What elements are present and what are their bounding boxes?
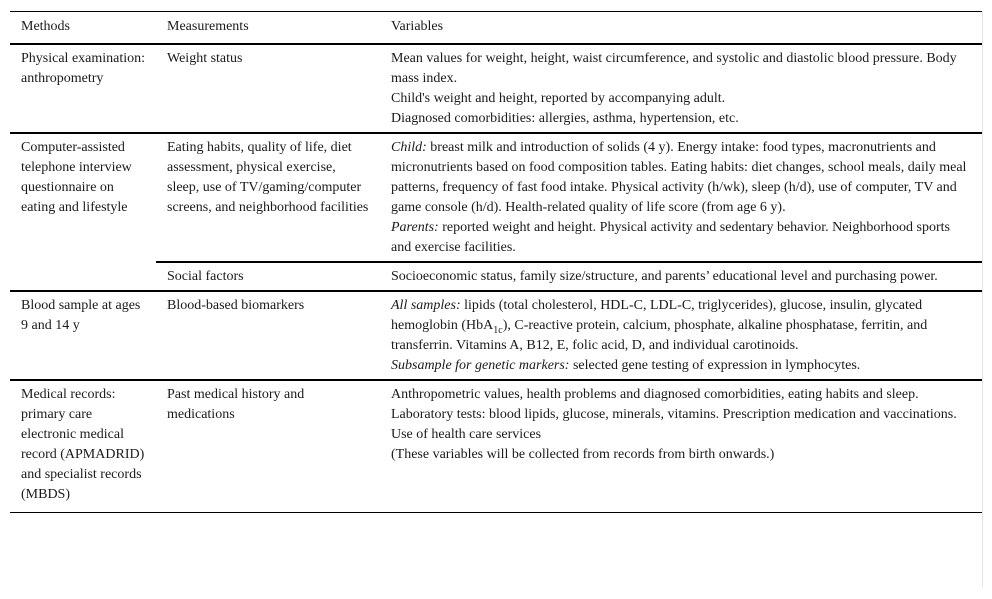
subsample-text: selected gene testing of expression in lymphocytes. [569,358,861,373]
measurement-cell: Eating habits, quality of life, diet assessment, physical exercise, sleep, use of TV/gaming/computer screens, and neighborhood facilities [156,133,380,262]
table-row [10,262,982,291]
variables-cell [380,44,982,133]
variables-cell [380,380,982,513]
variables-parents [391,218,972,258]
measurement-cell: Blood-based biomarkers [156,291,380,380]
measurement-cell: Weight status [167,51,243,66]
header-variables: Variables [380,12,982,45]
all-samples-text-rest: ), C-reactive protein, calcium, phosphate, alkaline phosphatase, ferritin, and transferrin. Vitamins A, B12, E, folic acid, D, and individual carotinoids. [391,318,928,353]
variables-cell: Socioeconomic status, family size/structure, and parents’ educational level and purchasing power. [380,262,982,291]
all-samples-text: lipids (total cholesterol, HDL-C, LDL-C, triglycerides), glucose, insulin, glycated hemoglobin (HbA [391,298,923,333]
subsample-label: Subsample for genetic markers: [391,358,570,373]
header-row [10,12,982,45]
variables-all-samples [391,296,972,356]
parents-label: Parents: [391,220,439,235]
child-label: Child: [391,140,427,155]
variables-cell [380,133,982,262]
method-cell: Medical records: primary care electronic medical record (APMADRID) and specialist records (MBDS) [10,380,156,513]
variables-line: Child's weight and height, reported by accompanying adult. [391,91,726,106]
child-text: breast milk and introduction of solids (4 y). Energy intake: food types, macronutrients and micronutrients based on food composition tables. Eating habits: diet changes, school meals, daily meal patterns, frequency of fast food intake. Physical activity (h/wk), sleep (h/d), use of computer, TV and game console (h/d). Health-related quality of life score (from age 6 y). [391,140,967,215]
variables-line: Mean values for weight, height, waist circumference, and systolic and diastolic blood pressure. Body mass index. [391,51,957,86]
parents-text: reported weight and height. Physical activity and sedentary behavior. Neighborhood sports and exercise facilities. [391,220,950,255]
methods-table [10,11,982,513]
variables-line: Diagnosed comorbidities: allergies, asthma, hypertension, etc. [391,111,739,126]
method-cell: Physical examination: anthropometry [21,51,146,86]
table-row [10,44,982,133]
variables-line: (These variables will be collected from records from birth onwards.) [391,447,775,462]
variables-subsample [391,356,972,376]
table-row [10,133,982,262]
variables-cell [380,291,982,380]
header-measurements: Measurements [156,12,380,45]
hba1c-subscript: 1c [493,325,503,336]
all-samples-label: All samples: [391,298,461,313]
method-cell: Computer-assisted telephone interview questionnaire on eating and lifestyle [10,133,156,291]
measurement-cell: Past medical history and medications [156,380,380,513]
table-row [10,380,982,513]
method-cell: Blood sample at ages 9 and 14 y [10,291,156,380]
measurement-cell: Social factors [156,262,380,291]
variables-line: Anthropometric values, health problems and diagnosed comorbidities, eating habits and sleep. Laboratory tests: blood lipids, glucose, minerals, vitamins. Prescription medication and vaccinations. Use of health care services [391,387,957,442]
variables-child [391,138,972,218]
table-row [10,291,982,380]
header-methods: Methods [10,12,156,45]
